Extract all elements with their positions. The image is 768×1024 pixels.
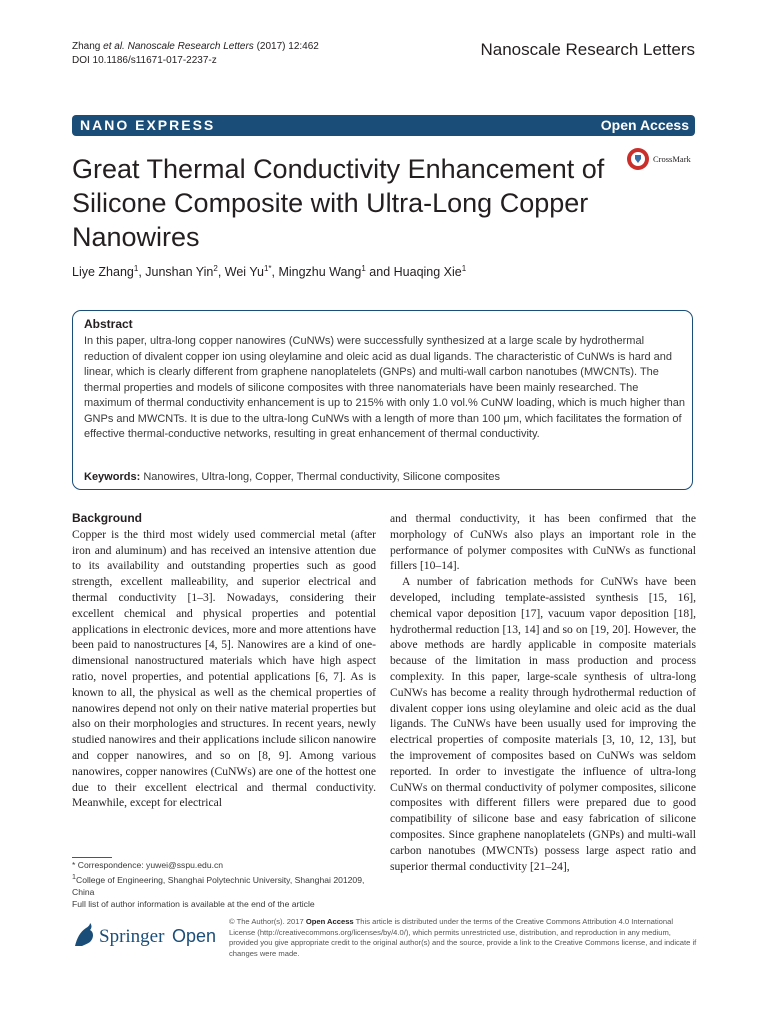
body-column-left bbox=[72, 511, 376, 811]
author[interactable]: Huaqing Xie$^1$ bbox=[393, 264, 467, 280]
affiliation: $^1$College of Engineering, Shanghai Polytechnic University, Shanghai 201209, China bbox=[72, 873, 365, 897]
license-statement: © The Author(s). 2017 Open Access This article is distributed under the terms of the Creative Commons Attribution 4.0 International License (http://creativecommons.org/licenses/by/4.0/), which permits unrestricted use, distribution, and reproduction in any medium, provided you give appropriate credit to the original author(s) and the source, provide a link to the Creative Commons license, and indicate if changes were made. bbox=[229, 917, 697, 958]
abstract-text: In this paper, ultra-long copper nanowires (CuNWs) were successfully synthesized at a large scale by hydrothermal reduction of divalent copper ion using oleylamine and oleic acid as dual ligands. The characteristic of CuNWs is hard and linear, which is clearly different from graphene nanoplatelets (GNPs) and multi-wall carbon nanotubes (MWCNTs). The thermal properties and models of silicone composites with three nanomaterials have been mainly researched. The maximum of thermal conductivity enhancement is up to 215% with only 1.0 vol.% CuNW loading, which is much higher than GNPs and MWCNTs. It is due to the ultra-long CuNWs with a length of more than 100 μm, which facilitates the formation of effective thermal-conductive networks, resulting in great enhancement of thermal conductivity. bbox=[84, 335, 686, 440]
article-title: Great Thermal Conductivity Enhancement of Silicone Composite with Ultra-Long Copper Nanowires bbox=[72, 154, 605, 252]
footnote-divider bbox=[72, 857, 112, 858]
article-type-label: NANO EXPRESS bbox=[80, 117, 216, 133]
citation-line: Zhang et al. Nanoscale Research Letters (2017) 12:462 bbox=[72, 41, 319, 52]
author[interactable]: Liye Zhang$^1$ bbox=[72, 264, 139, 280]
springer-wordmark: Springer bbox=[99, 926, 165, 947]
full-author-info: Full list of author information is available at the end of the article bbox=[72, 898, 315, 909]
footnotes bbox=[72, 859, 377, 910]
article-type-banner bbox=[72, 115, 695, 136]
journal-name: Nanoscale Research Letters bbox=[480, 40, 695, 59]
springer-horse-icon bbox=[72, 920, 222, 950]
paragraph: Copper is the third most widely used commercial metal (after iron and aluminum) and has received an intensive attention due to its availability and outstanding properties such as good strength, excellent malleability, and superior electrical and thermal conductivity [1–3]. Nowadays, considering their excellent chemical and physical properties and potential applications in electronic devices, more and more attentions have been paid to nanostructures [4, 5]. Nanowires are a kind of one-dimensional nanostructured materials which have high aspect ratio, novel properties, and potential applications [6, 7]. As is known to all, the physical as well as the chemical properties of nanowires depend not only on their native material properties but also on their morphologies and structures. In recent years, newly studied nanowires and their applications include silicon nanowire and copper nanowires, and so on [8, 9]. Among various nanowires, copper nanowires (CuNWs) are one of the hottest one due to their excellent electrical and thermal conductivity. Meanwhile, except for electrical bbox=[72, 527, 376, 810]
abstract-heading: Abstract bbox=[84, 317, 133, 331]
crossmark-badge[interactable] bbox=[626, 146, 696, 172]
correspondence[interactable]: * Correspondence: yuwei@sspu.edu.cn bbox=[72, 860, 224, 870]
keywords bbox=[84, 471, 500, 483]
paragraph: A number of fabrication methods for CuNWs have been developed, including template-assisted synthesis [15, 16], chemical vapor deposition [17], vacuum vapor deposition [18], hydrothermal reduction [13, 14] and so on [19, 20]. However, the above methods are hardly applicable in composite materials because of the limitation in mass production and process complexity. In this paper, large-scale synthesis of ultra-long CuNWs has become a reality through hydrothermal reduction of divalent copper ions using oleylamine and oleic acid as the dual ligands. The CuNWs have been usually used for improving the electrical properties of composite materials [3, 10, 12, 13], but the improvement of composites based on CuNWs was seldom reported. In order to investigate the influence of ultra-long CuNWs on thermal conductivity of polymer composites, silicone composites with different fillers were prepared due to good compatibility of silicone base and easy fabrication of silicone composites. Since graphene nanoplatelets (GNPs) and multi-wall carbon nanotubes (MWCNTs) possess large aspect ratio and superior thermal conductivity [21–24], bbox=[390, 575, 696, 873]
crossmark-icon bbox=[626, 146, 696, 172]
citation-header bbox=[72, 40, 319, 68]
doi-line[interactable]: DOI 10.1186/s11671-017-2237-z bbox=[72, 55, 217, 66]
open-access-label: Open Access bbox=[600, 117, 689, 133]
crossmark-label: CrossMark bbox=[653, 154, 691, 164]
keywords-list: Nanowires, Ultra-long, Copper, Thermal conductivity, Silicone composites bbox=[143, 471, 500, 483]
paragraph: and thermal conductivity, it has been confirmed that the morphology of CuNWs also plays an important role in the performance of polymer composites with CuNWs as functional fillers [10–14]. bbox=[390, 512, 696, 573]
springer-open-logo bbox=[72, 920, 222, 950]
body-column-right bbox=[390, 511, 696, 874]
open-wordmark: Open bbox=[172, 926, 217, 946]
author[interactable]: Mingzhu Wang$^1$ bbox=[278, 264, 366, 280]
section-heading: Background bbox=[72, 511, 143, 525]
keywords-label: Keywords: bbox=[84, 471, 141, 483]
author-list: Liye Zhang$^1$, Junshan Yin$^2$, Wei $Yu^{1*}$, Mingzhu Wang$^1$ and Huaqing Xie$^1$ bbox=[72, 264, 467, 280]
author[interactable]: Junshan Yin$^2$ bbox=[145, 264, 218, 280]
author[interactable]: Wei $Yu^{1*}$ bbox=[224, 264, 272, 280]
